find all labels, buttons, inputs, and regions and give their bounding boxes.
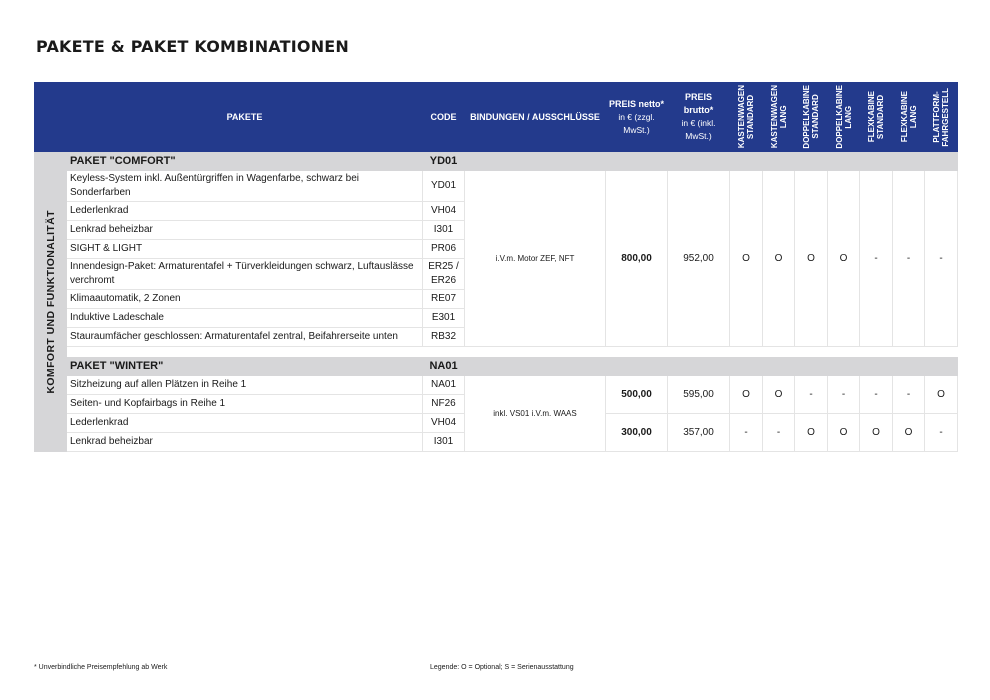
table-row <box>35 171 958 202</box>
package-header-comfort <box>35 152 958 171</box>
page-title: PAKETE & PAKET KOMBINATIONEN <box>36 37 350 56</box>
header-row <box>35 83 958 152</box>
item-label: SIGHT & LIGHT <box>67 240 423 259</box>
header-model-plattform-fahrgestell: PLATTFORM- FAHRGESTELL <box>925 83 958 152</box>
item-label: Lenkrad beheizbar <box>67 433 423 452</box>
item-label: Klimaautomatik, 2 Zonen <box>67 290 423 309</box>
item-label: Stauraumfächer geschlossen: Armaturentafel zentral, Beifahrerseite unten <box>67 328 423 347</box>
model-availability: O <box>925 376 958 414</box>
header-model-doppelkabine-standard: DOPPELKABINE STANDARD <box>795 83 828 152</box>
preis-brutto-title: PREIS brutto* <box>683 92 714 115</box>
item-code: RB32 <box>423 328 465 347</box>
preis-netto: 800,00 <box>606 171 668 347</box>
item-label: Lederlenkrad <box>67 202 423 221</box>
preis-netto: 500,00 <box>606 376 668 414</box>
model-availability: O <box>893 414 925 452</box>
model-availability: - <box>860 376 893 414</box>
header-code: CODE <box>423 83 465 152</box>
item-code: PR06 <box>423 240 465 259</box>
header-preis-brutto <box>668 83 730 152</box>
model-availability: - <box>893 171 925 347</box>
item-label: Keyless-System inkl. Außentürgriffen in Wagenfarbe, schwarz bei Sonderfarben <box>67 171 423 202</box>
item-label: Sitzheizung auf allen Plätzen in Reihe 1 <box>67 376 423 395</box>
model-availability: O <box>763 171 795 347</box>
package-name: PAKET "COMFORT" <box>67 152 423 171</box>
category-sidebar <box>35 152 67 452</box>
header-preis-netto <box>606 83 668 152</box>
model-availability: O <box>730 376 763 414</box>
item-code: ER25 / ER26 <box>423 259 465 290</box>
item-code: YD01 <box>423 171 465 202</box>
preis-brutto: 952,00 <box>668 171 730 347</box>
model-availability: - <box>925 414 958 452</box>
model-availability: - <box>828 376 860 414</box>
model-availability: O <box>860 414 893 452</box>
preis-brutto: 595,00 <box>668 376 730 414</box>
preis-netto-sub: in € (zzgl. MwSt.) <box>618 111 655 135</box>
item-label: Induktive Ladeschale <box>67 309 423 328</box>
header-model-doppelkabine-lang: DOPPELKABINE LANG <box>828 83 860 152</box>
item-code: NF26 <box>423 395 465 414</box>
model-availability: O <box>795 171 828 347</box>
category-label: KOMFORT UND FUNKTIONALITÄT <box>44 209 57 394</box>
header-model-flexkabine-standard: FLEXKABINE STANDARD <box>860 83 893 152</box>
preis-brutto: 357,00 <box>668 414 730 452</box>
item-code: VH04 <box>423 414 465 433</box>
header-pakete: PAKETE <box>67 83 423 152</box>
model-availability: - <box>730 414 763 452</box>
preis-netto: 300,00 <box>606 414 668 452</box>
model-availability: - <box>763 414 795 452</box>
item-code: I301 <box>423 433 465 452</box>
item-label: Lederlenkrad <box>67 414 423 433</box>
item-code: NA01 <box>423 376 465 395</box>
model-availability: O <box>828 171 860 347</box>
model-availability: - <box>795 376 828 414</box>
package-code: YD01 <box>423 152 465 171</box>
header-model-flexkabine-lang: FLEXKABINE LANG <box>893 83 925 152</box>
preis-brutto-sub: in € (inkl. MwSt.) <box>681 118 716 141</box>
item-label: Lenkrad beheizbar <box>67 221 423 240</box>
header-bindungen: BINDUNGEN / AUSSCHLÜSSE <box>465 83 606 152</box>
legend-note: Legende: O = Optional; S = Serienausstattung <box>430 664 574 671</box>
header-model-kastenwagen-standard: KASTENWAGEN STANDARD <box>730 83 763 152</box>
header-side <box>35 83 67 152</box>
spacer-row <box>35 347 958 357</box>
package-name: PAKET "WINTER" <box>67 357 423 376</box>
bindung-cell: i.V.m. Motor ZEF, NFT <box>465 171 606 347</box>
item-label: Innendesign-Paket: Armaturentafel + Türverkleidungen schwarz, Luftauslässe verchromt <box>67 259 423 290</box>
model-availability: - <box>925 171 958 347</box>
package-code: NA01 <box>423 357 465 376</box>
bindung-cell: inkl. VS01 i.V.m. WAAS <box>465 376 606 452</box>
model-availability: - <box>860 171 893 347</box>
model-availability: O <box>795 414 828 452</box>
package-table <box>34 82 958 452</box>
item-code: E301 <box>423 309 465 328</box>
footnote: * Unverbindliche Preisempfehlung ab Werk <box>34 664 168 671</box>
item-label: Seiten- und Kopfairbags in Reihe 1 <box>67 395 423 414</box>
item-code: RE07 <box>423 290 465 309</box>
preis-netto-title: PREIS netto* <box>608 98 664 109</box>
model-availability: O <box>730 171 763 347</box>
model-availability: O <box>828 414 860 452</box>
package-header-winter <box>35 357 958 376</box>
item-code: VH04 <box>423 202 465 221</box>
model-availability: O <box>763 376 795 414</box>
item-code: I301 <box>423 221 465 240</box>
header-model-kastenwagen-lang: KASTENWAGEN LANG <box>763 83 795 152</box>
table-row <box>35 376 958 395</box>
model-availability: - <box>893 376 925 414</box>
